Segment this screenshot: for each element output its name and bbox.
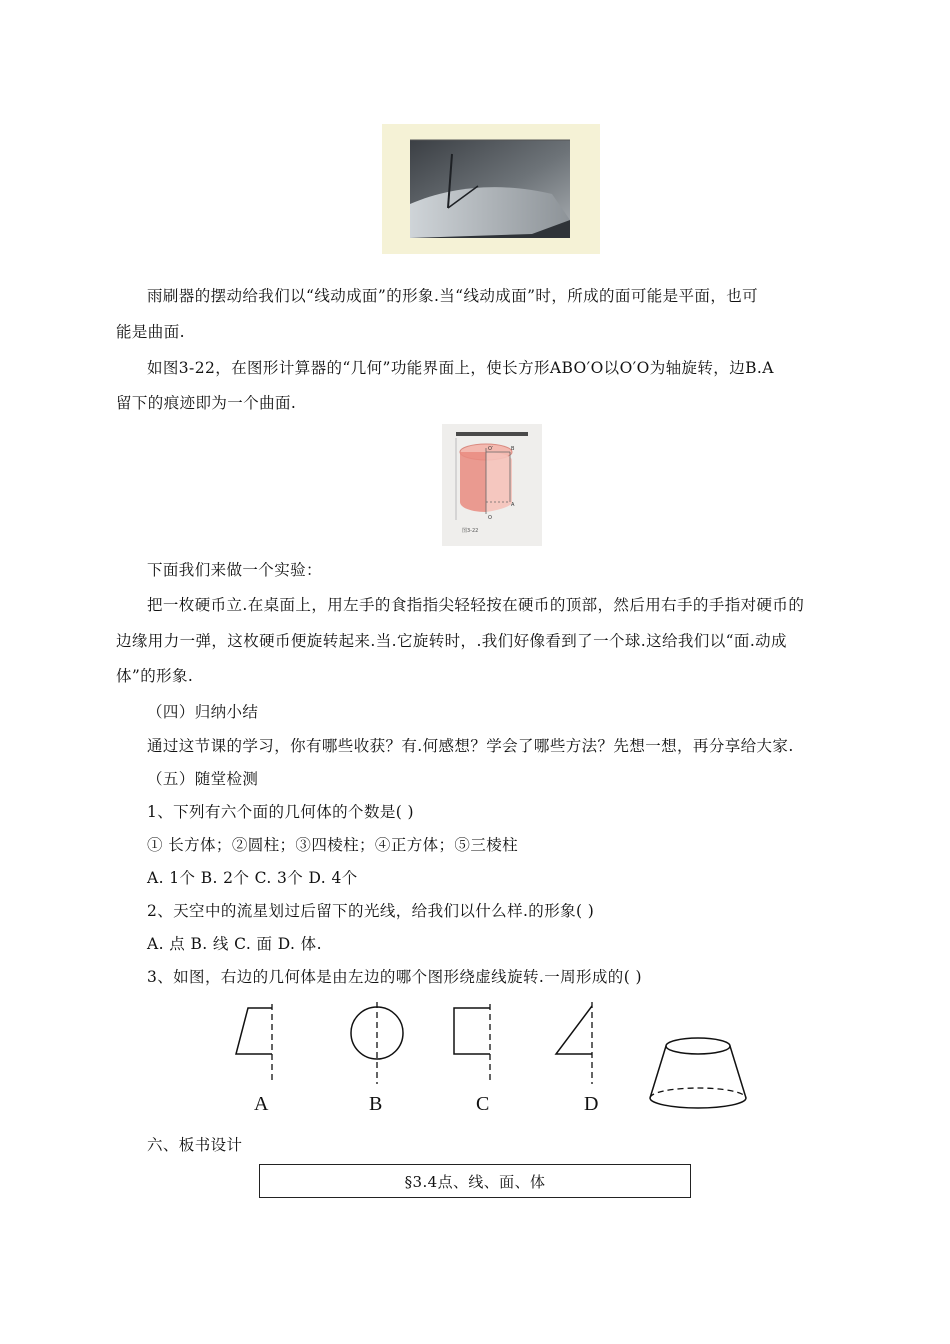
paragraph-1-line-1: 雨刷器的摆动给我们以“线动成面”的形象.当“线动成面”时，所成的面可能是平面，也可: [147, 287, 759, 305]
windshield-wiper-photo: [382, 124, 600, 254]
shape-a-trapezoid: [236, 1004, 272, 1084]
frustum-solid: [650, 1038, 746, 1108]
question-3-figure: [220, 1000, 760, 1120]
shape-c-square: [454, 1004, 490, 1084]
question-1-options: A. 1个 B. 2个 C. 3个 D. 4个: [147, 869, 358, 887]
figure-caption: 图3-22: [462, 528, 479, 534]
label-b: B: [369, 1093, 383, 1115]
board-title: §3.4点、线、面、体: [404, 1173, 546, 1191]
paragraph-3: 下面我们来做一个实验：: [147, 561, 322, 579]
question-1-items: ① 长方体；②圆柱；③四棱柱；④正方体；⑤三棱柱: [147, 836, 519, 854]
paragraph-2-line-2: 留下的痕迹即为一个曲面.: [116, 394, 297, 412]
label-c: C: [476, 1093, 490, 1115]
paragraph-1-line-2: 能是曲面.: [116, 323, 185, 341]
figure-3-22-rotating-rectangle: [442, 424, 542, 546]
label-o: O: [488, 515, 492, 521]
shape-b-circle: [351, 1002, 403, 1084]
question-1: 1、下列有六个面的几何体的个数是( ): [147, 803, 414, 821]
board-design-box: [259, 1164, 691, 1198]
label-b: B: [511, 446, 515, 452]
label-d: D: [584, 1093, 599, 1115]
question-2: 2、天空中的流星划过后留下的光线，给我们以什么样.的形象( ): [147, 902, 595, 920]
cylinder-surface-graphic: [442, 424, 542, 546]
windshield-photo-graphic: [382, 124, 600, 254]
test-heading: （五）随堂检测: [147, 770, 259, 788]
paragraph-4-line-2: 边缘用力一弹，这枚硬币便旋转起来.当.它旋转时，.我们好像看到了一个球.这给我们以“面.动成: [116, 632, 787, 650]
summary-text: 通过这节课的学习，你有哪些收获？有.何感想？学会了哪些方法？先想一想，再分享给大家.: [147, 737, 794, 755]
question-3: 3、如图，右边的几何体是由左边的哪个图形绕虚线旋转.一周形成的( ): [147, 968, 642, 986]
label-a: A: [511, 502, 515, 508]
label-a: A: [254, 1093, 269, 1115]
paragraph-4-line-1: 把一枚硬币立.在桌面上，用左手的食指指尖轻轻按在硬币的顶部，然后用右手的手指对硬币的: [147, 596, 805, 614]
summary-heading: （四）归纳小结: [147, 703, 259, 721]
shape-d-triangle: [556, 1002, 592, 1084]
question-2-options: A. 点 B. 线 C. 面 D. 体.: [147, 935, 322, 953]
paragraph-4-line-3: 体”的形象.: [116, 667, 194, 685]
board-design-heading: 六、板书设计: [147, 1136, 243, 1154]
paragraph-2-line-1: 如图3-22，在图形计算器的“几何”功能界面上，使长方形ABO′O以O′O为轴旋转，边B.A: [147, 359, 774, 377]
label-o-prime: O′: [488, 446, 494, 452]
